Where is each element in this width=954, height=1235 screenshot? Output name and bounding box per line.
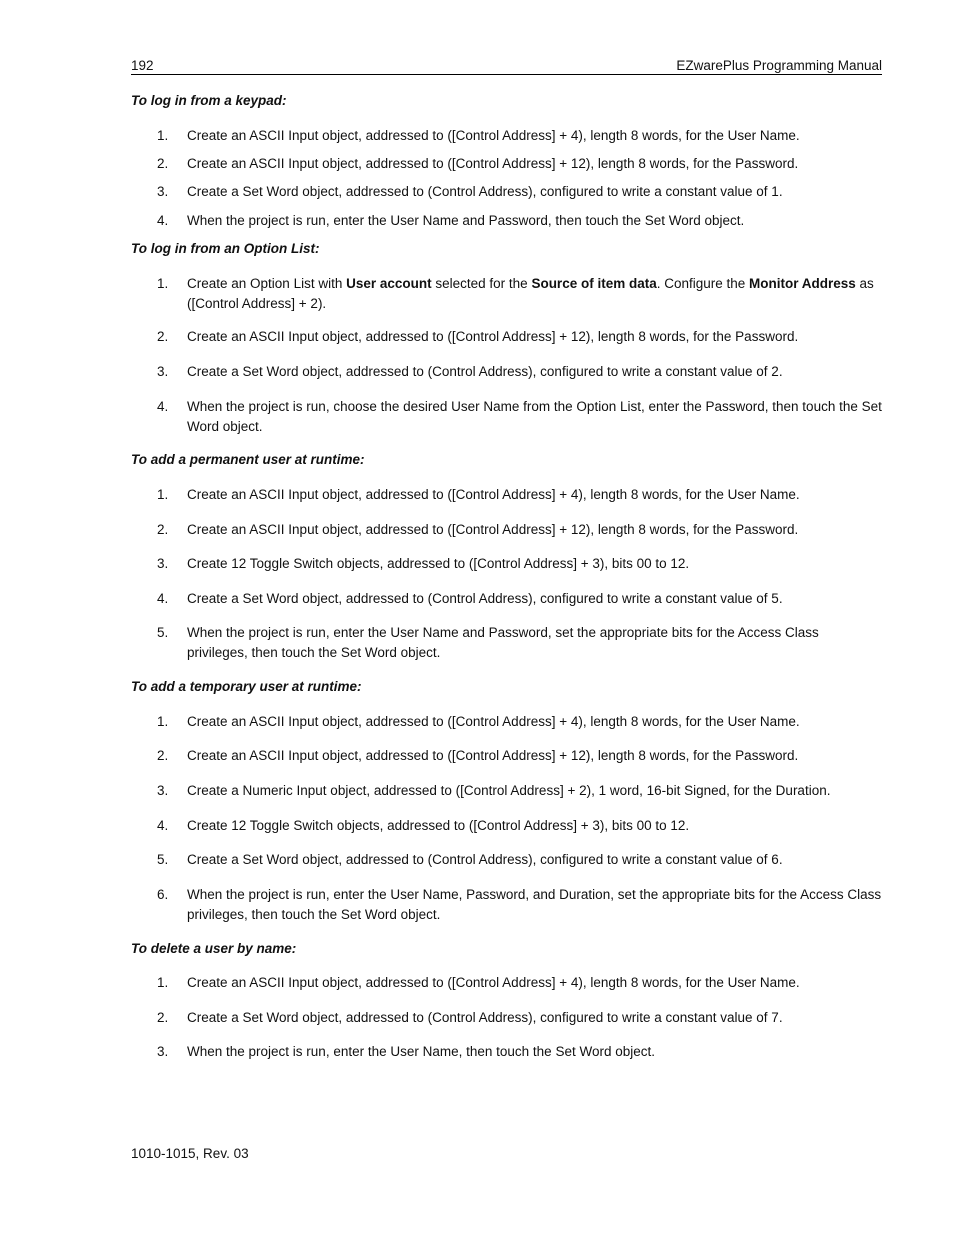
list-item-text: When the project is run, enter the User Name, Password, and Duration, set the appropriate bits for the Access Class privileges, then touch the Set Word object. — [187, 887, 882, 922]
list-item — [157, 274, 882, 313]
list-item — [157, 211, 882, 231]
list-item-text — [187, 274, 882, 313]
list-item-text: Create an ASCII Input object, addressed to ([Control Address] + 12), length 8 words, for the Password. — [187, 329, 799, 344]
bold-term: Source of item data — [531, 276, 657, 291]
list-item-number: 3. — [157, 1044, 169, 1059]
section-heading: To delete a user by name: — [131, 941, 297, 956]
list-item — [157, 816, 882, 836]
list-item-number: 3. — [157, 364, 169, 379]
list-item-number: 4. — [157, 818, 169, 833]
list-item-number: 5. — [157, 625, 169, 640]
list-item-number: 2. — [157, 522, 169, 537]
list-item — [157, 1008, 882, 1028]
manual-title: EZwarePlus Programming Manual — [676, 58, 882, 73]
section-heading: To log in from an Option List: — [131, 241, 320, 256]
list-item — [157, 154, 882, 174]
list-item-number: 3. — [157, 184, 169, 199]
text-run: selected for the — [431, 276, 532, 291]
list-item-text: Create an ASCII Input object, addressed to ([Control Address] + 4), length 8 words, for the User Name. — [187, 128, 800, 143]
page-header — [131, 57, 882, 75]
list-item-text: When the project is run, enter the User Name and Password, then touch the Set Word object. — [187, 213, 745, 228]
section-heading: To log in from a keypad: — [131, 93, 287, 108]
list-item-text: Create a Numeric Input object, addressed to ([Control Address] + 2), 1 word, 16-bit Signed, for the Duration. — [187, 783, 831, 798]
list-item — [157, 885, 882, 924]
list-item — [157, 362, 882, 382]
section-heading: To add a permanent user at runtime: — [131, 452, 365, 467]
list-item-number: 3. — [157, 783, 169, 798]
list-item — [157, 1042, 882, 1062]
list-item — [157, 485, 882, 505]
list-item-number: 6. — [157, 887, 169, 902]
list-item-number: 3. — [157, 556, 169, 571]
list-item-number: 2. — [157, 1010, 169, 1025]
list-item-text: Create 12 Toggle Switch objects, addressed to ([Control Address] + 3), bits 00 to 12. — [187, 818, 690, 833]
page-number: 192 — [131, 58, 154, 73]
list-item — [157, 589, 882, 609]
list-item-text: Create an ASCII Input object, addressed to ([Control Address] + 4), length 8 words, for the User Name. — [187, 487, 800, 502]
list-item-text: When the project is run, choose the desired User Name from the Option List, enter the Password, then touch the Set Word object. — [187, 399, 882, 434]
list-item-text: Create an ASCII Input object, addressed to ([Control Address] + 12), length 8 words, for the Password. — [187, 748, 799, 763]
text-run: . Configure the — [656, 276, 750, 291]
list-item — [157, 327, 882, 347]
list-item — [157, 520, 882, 540]
list-item-number: 2. — [157, 329, 169, 344]
list-item-number: 1. — [157, 714, 169, 729]
document-number: 1010-1015, Rev. 03 — [131, 1146, 249, 1161]
list-item-text: Create an ASCII Input object, addressed to ([Control Address] + 12), length 8 words, for the Password. — [187, 156, 799, 171]
list-item-text: Create an ASCII Input object, addressed to ([Control Address] + 4), length 8 words, for the User Name. — [187, 975, 800, 990]
list-item-text: When the project is run, enter the User Name, then touch the Set Word object. — [187, 1044, 655, 1059]
list-item — [157, 712, 882, 732]
list-item-text: Create 12 Toggle Switch objects, addressed to ([Control Address] + 3), bits 00 to 12. — [187, 556, 690, 571]
list-item-text: Create a Set Word object, addressed to (Control Address), configured to write a constant value of 2. — [187, 364, 783, 379]
bold-term: Monitor Address — [749, 276, 856, 291]
list-item — [157, 554, 882, 574]
list-item-text: When the project is run, enter the User Name and Password, set the appropriate bits for the Access Class privileges, then touch the Set Word object. — [187, 625, 819, 660]
text-run: as ([Control Address] + 2). — [187, 276, 874, 311]
list-item — [157, 397, 882, 436]
list-item-number: 2. — [157, 748, 169, 763]
list-item — [157, 182, 882, 202]
list-item-text: Create an ASCII Input object, addressed to ([Control Address] + 12), length 8 words, for the Password. — [187, 522, 799, 537]
list-item — [157, 850, 882, 870]
list-item — [157, 781, 882, 801]
list-item-number: 4. — [157, 399, 169, 414]
list-item-text: Create a Set Word object, addressed to (Control Address), configured to write a constant value of 5. — [187, 591, 783, 606]
list-item-number: 1. — [157, 975, 169, 990]
list-item-text: Create an ASCII Input object, addressed to ([Control Address] + 4), length 8 words, for the User Name. — [187, 714, 800, 729]
list-item-number: 4. — [157, 591, 169, 606]
list-item — [157, 973, 882, 993]
bold-term: User account — [346, 276, 432, 291]
list-item-number: 4. — [157, 213, 169, 228]
list-item — [157, 623, 882, 662]
section-heading: To add a temporary user at runtime: — [131, 679, 362, 694]
list-item-number: 1. — [157, 487, 169, 502]
list-item-text: Create a Set Word object, addressed to (Control Address), configured to write a constant value of 7. — [187, 1010, 783, 1025]
list-item-number: 1. — [157, 276, 169, 291]
list-item-number: 5. — [157, 852, 169, 867]
list-item-number: 2. — [157, 156, 169, 171]
list-item — [157, 746, 882, 766]
list-item-number: 1. — [157, 128, 169, 143]
list-item-text: Create a Set Word object, addressed to (Control Address), configured to write a constant value of 1. — [187, 184, 783, 199]
list-item — [157, 126, 882, 146]
text-run: Create an Option List with — [187, 276, 347, 291]
list-item-text: Create a Set Word object, addressed to (Control Address), configured to write a constant value of 6. — [187, 852, 783, 867]
